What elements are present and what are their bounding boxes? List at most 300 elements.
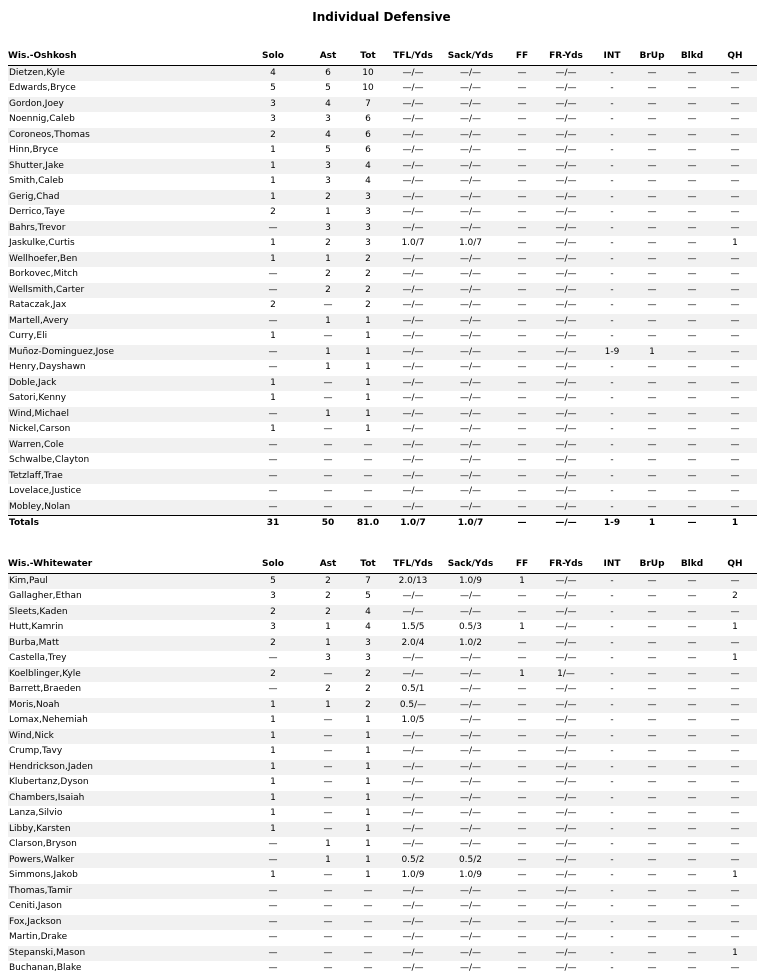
stat-cell: — [730,777,740,787]
stat-cell: —/— [388,376,438,392]
stat-cell: —/— [541,884,591,900]
stat-cell: — [503,252,541,268]
stat-cell: —/— [402,176,424,186]
table-row [8,915,757,931]
player-name: Schwalbe,Clayton [9,455,90,465]
stat-cell: 1 [238,252,308,268]
stat-cell: —/— [459,653,482,663]
stat-cell: — [517,746,527,756]
stat-cell: — [687,870,697,880]
stat-cell: 1 [325,622,331,632]
stat-cell: - [610,114,614,124]
stat-cell: —/— [388,65,438,81]
stat-cell: 4 [348,159,388,175]
stat-cell: — [687,932,697,942]
table-row [8,283,757,299]
stat-cell: - [610,300,614,310]
stat-cell: —/— [555,145,577,155]
stat-cell: 3 [238,97,308,113]
stat-cell: —/— [438,791,503,807]
stat-cell: —/— [438,376,503,392]
stat-cell: 4 [238,65,308,81]
stat-cell: 1 [238,822,308,838]
stat-cell: —/— [402,455,424,465]
table-row [8,159,757,175]
player-name: Wellsmith,Carter [8,283,238,299]
column-header: TFL/Yds [388,557,438,573]
stat-cell: - [591,760,633,776]
stat-cell: — [647,777,657,787]
stat-cell: — [671,760,713,776]
player-name: Wind,Nick [8,729,238,745]
stat-cell: —/— [541,345,591,361]
player-name: Crump,Tavy [9,746,63,756]
table-row [8,620,757,636]
stat-cell: - [610,932,614,942]
table-row [8,605,757,621]
player-name: Martell,Avery [8,314,238,330]
stat-cell: —/— [402,591,424,601]
stat-cell: —/— [541,573,591,589]
stat-cell: — [503,729,541,745]
stat-cell: 1 [348,760,388,776]
stat-cell: 4 [365,622,371,632]
stat-cell: — [647,300,657,310]
player-name: Doble,Jack [8,376,238,392]
stat-cell: 1 [732,622,738,632]
stat-cell: 4 [308,97,348,113]
stat-cell: — [517,684,527,694]
stat-cell: — [633,573,671,589]
stat-cell: —/— [438,283,503,299]
stat-cell: —/— [388,667,438,683]
table-row [8,205,757,221]
stat-cell: — [517,269,527,279]
stat-cell: — [323,300,333,310]
stat-cell: 1 [325,839,331,849]
table-row [8,376,757,392]
stat-cell: - [610,777,614,787]
stat-cell: 1 [270,777,276,787]
stat-cell: — [687,331,697,341]
table-row [8,128,757,144]
table-row [8,884,757,900]
stat-cell: — [323,963,333,973]
stat-cell: 1 [633,516,671,532]
stat-cell: — [323,424,333,434]
stat-cell: —/— [555,777,577,787]
stat-cell: —/— [438,915,503,931]
stat-cell: — [647,932,657,942]
header-row [8,49,757,65]
stat-cell: — [687,362,697,372]
stat-cell: 3 [270,591,276,601]
stat-cell: 1.0/5 [401,715,425,725]
stat-cell: - [591,605,633,621]
stat-cell: 1 [308,314,348,330]
player-name: Moris,Noah [8,698,238,714]
stat-cell: — [671,573,713,589]
stat-cell: —/— [388,190,438,206]
stat-cell: — [713,636,757,652]
stat-cell: — [687,777,697,787]
player-name: Wind,Michael [8,407,238,423]
stat-cell: — [647,176,657,186]
stat-cell: 2 [365,269,371,279]
stat-cell: 3 [270,622,276,632]
stat-cell: 1 [713,946,757,962]
stat-cell: — [730,424,740,434]
stat-cell: — [633,252,671,268]
stat-cell: — [633,729,671,745]
stat-cell: — [503,516,541,532]
stat-cell: —/— [402,300,424,310]
stat-cell: — [730,684,740,694]
stat-cell: —/— [541,853,591,869]
stat-cell: —/— [388,314,438,330]
player-name: Lanza,Silvio [9,808,63,818]
stat-cell: — [730,393,740,403]
stat-cell: 2 [365,300,371,310]
stat-cell: 1 [270,331,276,341]
player-name: Smith,Caleb [9,176,64,186]
stat-cell: - [591,438,633,454]
table-row [8,806,757,822]
stat-cell: — [647,746,657,756]
column-header: Tot [348,49,388,65]
oshkosh-defense-table [8,49,757,532]
stat-cell: — [268,269,278,279]
stat-cell: — [713,698,757,714]
column-header: FF [503,557,541,573]
stat-cell: 50 [308,516,348,532]
stat-cell: — [671,407,713,423]
stat-cell: 1 [365,331,371,341]
stat-cell: — [730,932,740,942]
stat-cell: — [633,190,671,206]
table-row [8,345,757,361]
stat-cell: — [633,667,671,683]
stat-cell: — [503,438,541,454]
stat-cell: — [503,345,541,361]
stat-cell: 3 [348,636,388,652]
table-row [8,407,757,423]
stat-cell: — [517,331,527,341]
stat-cell: — [713,252,757,268]
stat-cell: - [610,622,614,632]
header-row [8,557,757,573]
stat-cell: —/— [438,469,503,485]
stat-cell: — [503,605,541,621]
stat-cell: — [671,605,713,621]
stat-cell: 4 [348,605,388,621]
stat-cell: 1 [270,808,276,818]
stat-cell: —/— [402,331,424,341]
stat-cell: — [647,591,657,601]
stat-cell: — [647,331,657,341]
player-name: Mobley,Nolan [8,500,238,516]
stat-cell: — [323,393,333,403]
stat-cell: — [503,407,541,423]
stat-cell: - [610,207,614,217]
stat-cell: — [687,746,697,756]
stat-cell: 1.0/9 [401,870,425,880]
stat-cell: — [517,901,527,911]
stat-cell: — [687,145,697,155]
stat-cell: —/— [541,822,591,838]
stat-cell: - [591,469,633,485]
stat-cell: 1 [503,573,541,589]
stat-cell: 2 [365,684,371,694]
stat-cell: — [517,839,527,849]
stat-cell: —/— [555,331,577,341]
column-header: Sack/Yds [438,49,503,65]
stat-cell: —/— [541,438,591,454]
stat-cell: —/— [388,791,438,807]
stat-cell: —/— [555,622,577,632]
stat-cell: —/— [555,83,577,93]
stat-cell: — [713,283,757,299]
stat-cell: - [610,238,614,248]
player-name: Borkovec,Mitch [9,269,78,279]
stat-cell: — [713,65,757,81]
stat-cell: — [503,853,541,869]
table-row [8,298,757,314]
table-row [8,314,757,330]
table-row [8,236,757,252]
table-row [8,682,757,698]
stat-cell: — [503,915,541,931]
player-name: Warren,Cole [8,438,238,454]
stat-cell: —/— [438,159,503,175]
stat-cell: 2 [238,605,308,621]
stat-cell: — [503,469,541,485]
stat-cell: — [687,300,697,310]
player-name: Sleets,Kaden [8,605,238,621]
stat-cell: — [323,870,333,880]
stat-cell: - [591,884,633,900]
stat-cell: —/— [459,839,482,849]
stat-cell: 2 [325,684,331,694]
stat-cell: —/— [402,653,424,663]
stat-cell: —/— [555,207,577,217]
stat-cell: 3 [308,221,348,237]
stat-cell: — [503,760,541,776]
stat-cell: - [610,808,614,818]
stat-cell: — [503,376,541,392]
stat-cell: — [687,393,697,403]
stat-cell: — [730,269,740,279]
stat-cell: — [671,190,713,206]
stat-cell: 2 [238,636,308,652]
stat-cell: — [713,314,757,330]
stat-cell: —/— [555,114,577,124]
stat-cell: —/— [388,407,438,423]
column-header: Solo [238,49,308,65]
stat-cell: 1.0/9 [438,573,503,589]
column-header: QH [713,557,757,573]
table-header [8,557,757,573]
stat-cell: —/— [388,438,438,454]
stat-cell: — [633,314,671,330]
player-name: Barrett,Braeden [9,684,82,694]
stat-cell: - [591,159,633,175]
stat-cell: 1 [238,791,308,807]
stat-cell: — [308,791,348,807]
stat-cell: — [713,667,757,683]
table-row [8,791,757,807]
stat-cell: - [591,946,633,962]
table-row [8,573,757,589]
table-row [8,112,757,128]
stat-cell: — [713,884,757,900]
stat-cell: — [268,486,278,496]
stat-cell: — [671,469,713,485]
stat-cell: — [363,455,373,465]
stat-cell: — [268,684,278,694]
player-name: Jaskulke,Curtis [9,238,75,248]
stat-cell: —/— [438,128,503,144]
stat-cell: — [503,97,541,113]
table-body [8,65,757,532]
stat-cell: 3 [325,653,331,663]
stat-cell: 1 [238,376,308,392]
stat-cell: 1.0/7 [438,516,503,532]
stat-cell: — [730,746,740,756]
stat-cell: — [671,667,713,683]
stat-cell: - [610,870,614,880]
stat-cell: — [517,300,527,310]
player-name: Lomax,Nehemiah [9,715,88,725]
stat-cell: — [647,622,657,632]
whitewater-defense-table [8,557,757,977]
stat-cell: —/— [388,946,438,962]
stat-cell: —/— [438,884,503,900]
stat-cell: — [238,345,308,361]
player-name: Shutter,Jake [8,159,238,175]
stat-cell: 7 [348,97,388,113]
stat-cell: —/— [459,393,482,403]
column-header: BrUp [633,49,671,65]
stat-cell: — [730,362,740,372]
stat-cell: — [713,128,757,144]
stat-cell: —/— [459,331,482,341]
stat-cell: 1 [308,407,348,423]
stat-cell: - [610,684,614,694]
stat-cell: 1 [238,729,308,745]
stat-cell: — [323,455,333,465]
stat-cell: — [503,500,541,516]
stat-cell: — [348,915,388,931]
stat-cell: —/— [459,300,482,310]
stat-cell: — [238,915,308,931]
stat-cell: —/— [438,65,503,81]
stat-cell: - [591,407,633,423]
player-name: Ceniti,Jason [9,901,62,911]
stat-cell: 3 [308,159,348,175]
table-row [8,667,757,683]
stat-cell: — [308,376,348,392]
stat-cell: 2.0/4 [388,636,438,652]
stat-cell: —/— [388,500,438,516]
stat-cell: — [323,901,333,911]
stat-cell: — [671,252,713,268]
table-row [8,484,757,500]
stat-cell: — [687,653,697,663]
stat-cell: —/— [388,345,438,361]
stat-cell: — [730,114,740,124]
stat-cell: —/— [541,97,591,113]
stat-cell: — [647,207,657,217]
stat-cell: —/— [541,500,591,516]
stat-cell: —/— [402,145,424,155]
table-row [8,469,757,485]
stat-cell: - [591,190,633,206]
player-name: Coroneos,Thomas [8,128,238,144]
player-name: Thomas,Tamir [8,884,238,900]
stat-cell: — [730,300,740,310]
stat-cell: 3 [270,114,276,124]
stat-cell: — [238,221,308,237]
stat-cell: — [517,83,527,93]
player-name: Chambers,Isaiah [8,791,238,807]
stat-cell: — [687,839,697,849]
stat-cell: — [517,808,527,818]
stat-cell: - [610,176,614,186]
stat-cell: — [633,760,671,776]
stat-cell: 81.0 [348,516,388,532]
player-name: Nickel,Carson [9,424,71,434]
stat-cell: 1 [238,159,308,175]
stat-cell: — [633,698,671,714]
stat-cell: 1 [365,746,371,756]
stat-cell: — [517,777,527,787]
stat-cell: — [671,283,713,299]
player-name: Clarson,Bryson [9,839,77,849]
stat-cell: - [591,573,633,589]
stat-cell: - [591,65,633,81]
stat-cell: —/— [541,65,591,81]
stat-cell: — [517,393,527,403]
stat-cell: — [647,808,657,818]
stat-cell: 1 [365,777,371,787]
player-name: Libby,Karsten [8,822,238,838]
stat-cell: — [308,500,348,516]
stat-cell: 1 [270,424,276,434]
table-row [8,81,757,97]
player-name: Hendrickson,Jaden [8,760,238,776]
totals-row [8,516,757,532]
stat-cell: — [348,884,388,900]
stat-cell: — [687,83,697,93]
stat-cell: —/— [541,128,591,144]
stat-cell: — [503,283,541,299]
table-row [8,853,757,869]
stat-cell: — [633,636,671,652]
stat-cell: —/— [555,901,577,911]
stat-cell: 5 [238,573,308,589]
stat-cell: —/— [555,808,577,818]
table-row [8,868,757,884]
stat-cell: —/— [541,159,591,175]
stat-cell: —/— [459,114,482,124]
stat-cell: — [647,870,657,880]
stat-cell: — [503,822,541,838]
stat-cell: — [647,901,657,911]
stat-cell: 1 [270,145,276,155]
stat-cell: — [308,822,348,838]
stat-cell: - [610,83,614,93]
